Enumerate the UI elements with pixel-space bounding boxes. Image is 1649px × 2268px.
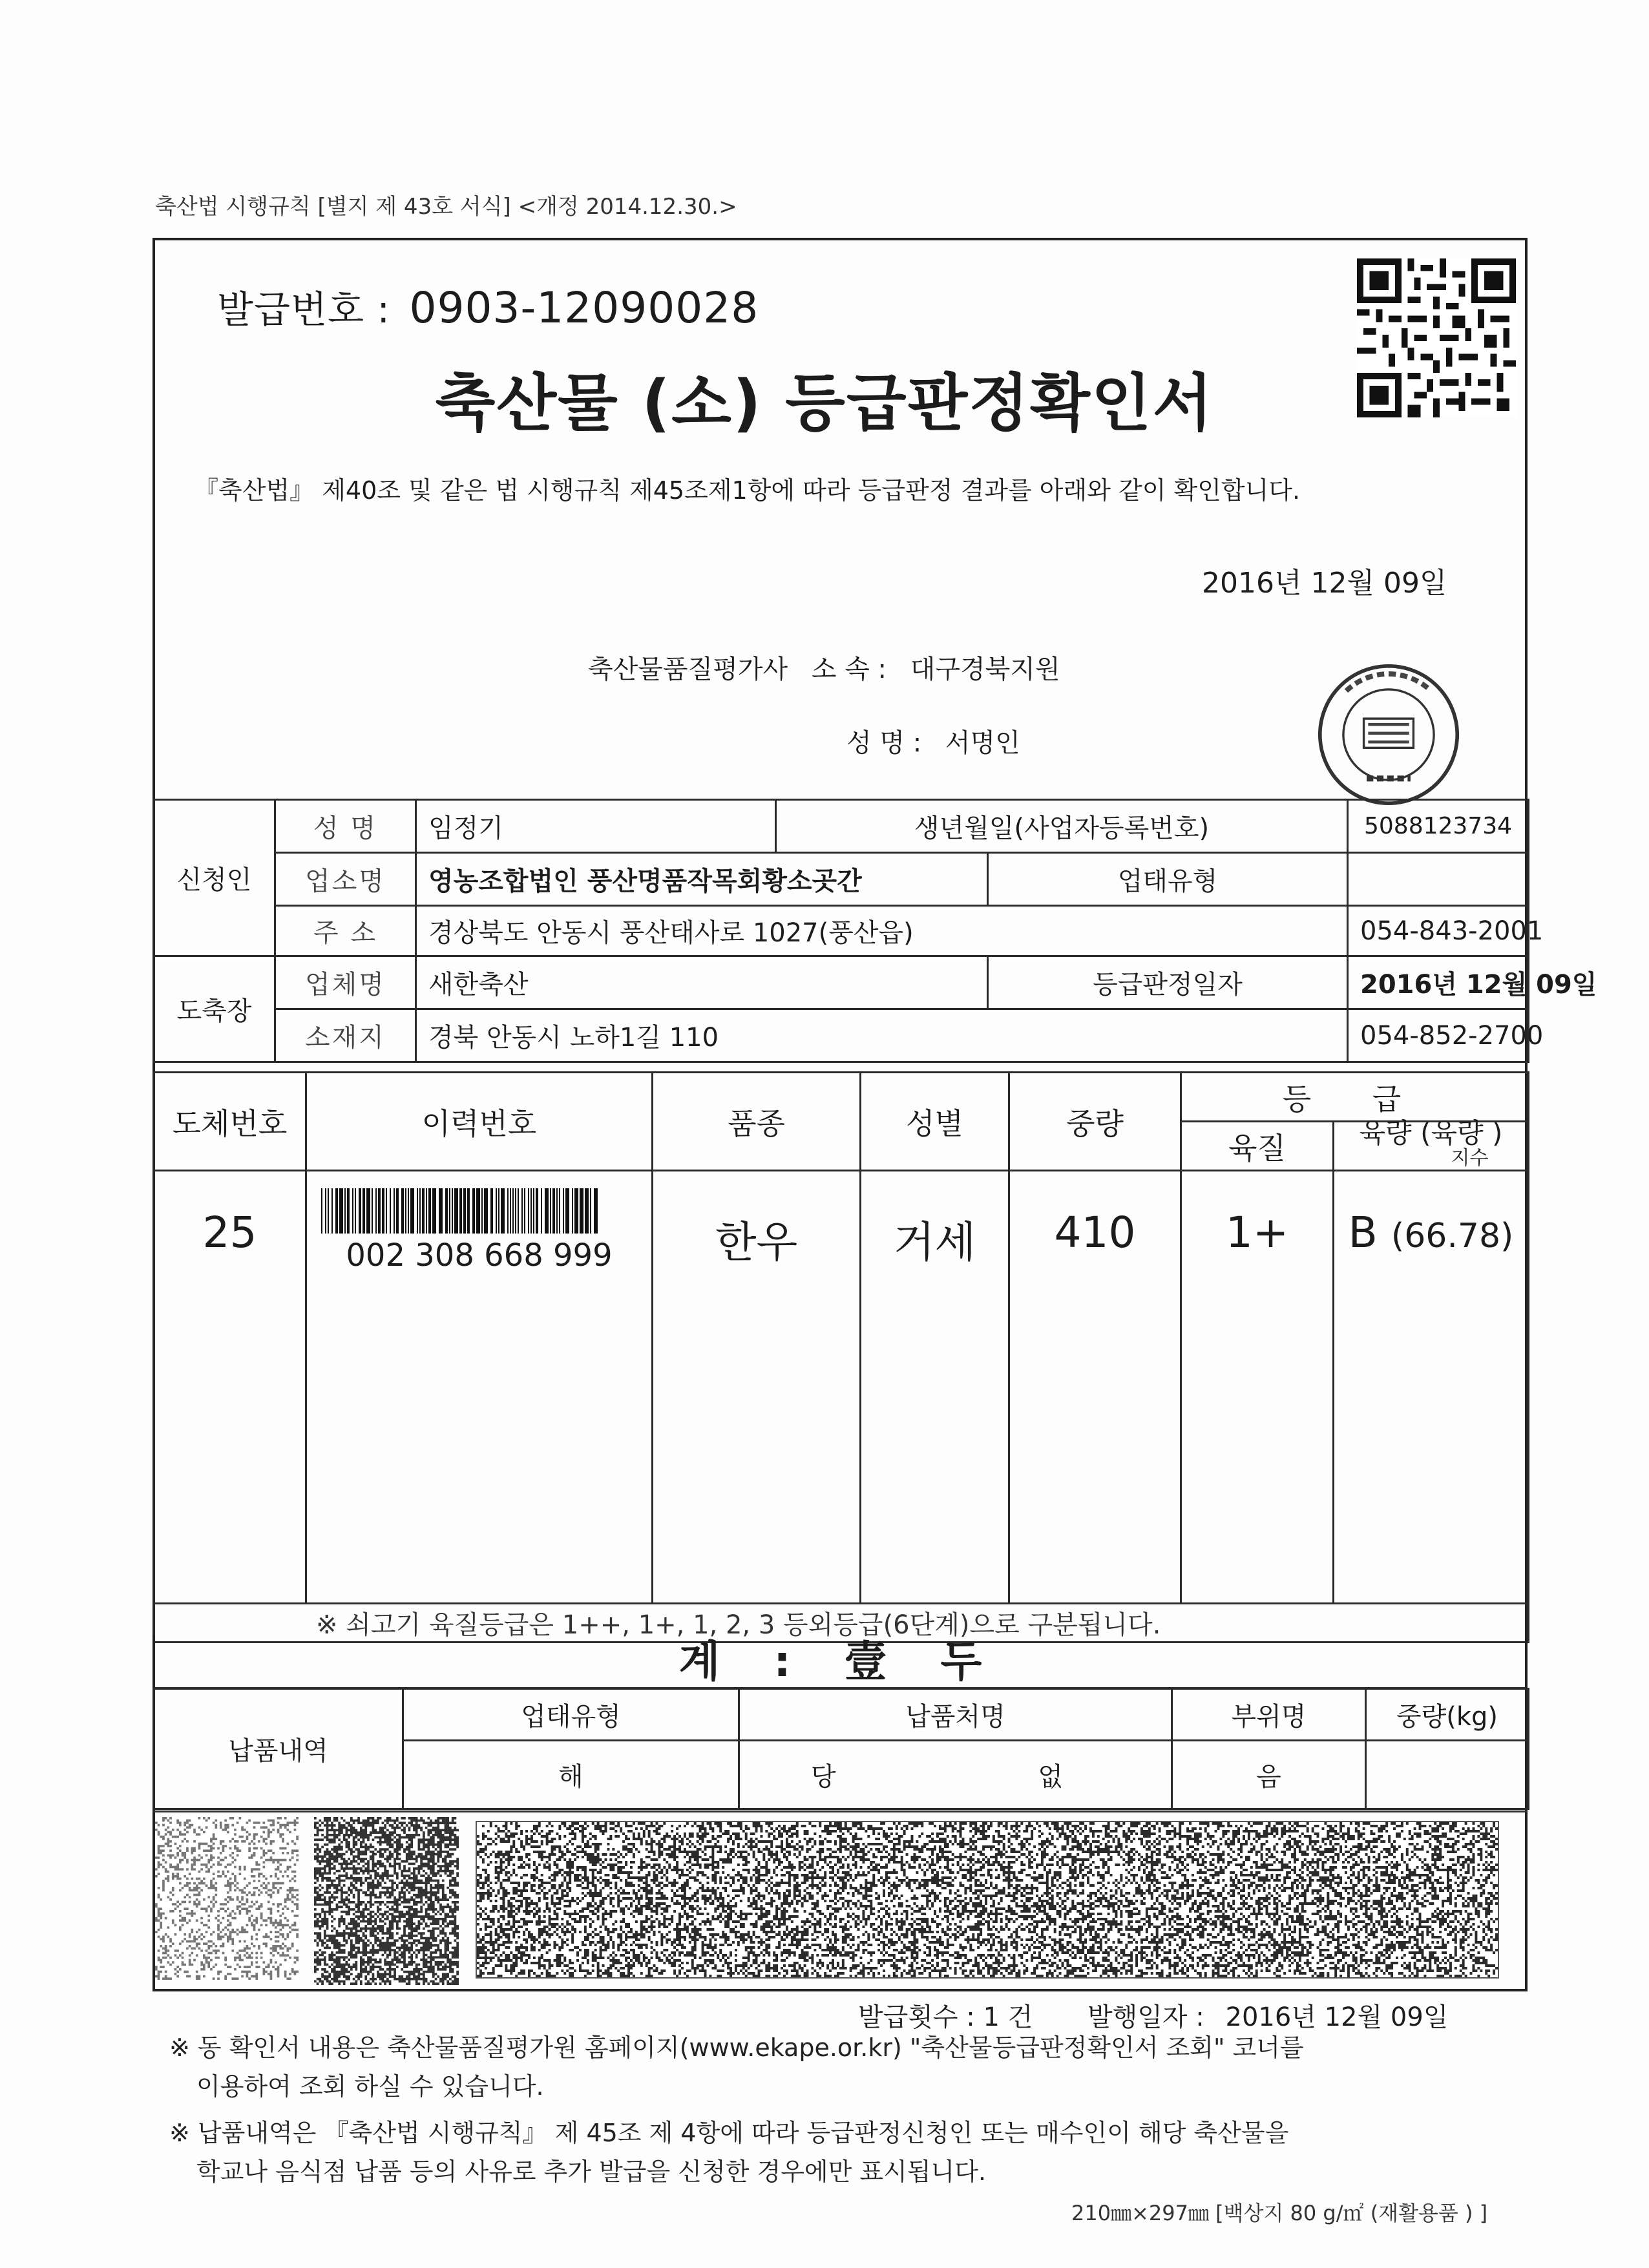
- publication-date: 2016년 12월 09일: [1225, 2002, 1449, 2032]
- delivery-header-recipient: 납품처명: [739, 1689, 1172, 1741]
- evaluator-name: [846, 722, 1020, 759]
- delivery-value-2: [739, 1741, 1172, 1809]
- applicant-address: 경상북도 안동시 풍산태사로 1027(풍산읍): [416, 906, 1348, 956]
- company-label: 업체명: [275, 956, 416, 1009]
- issue-count-line: [858, 1997, 1448, 2033]
- name-label: 성 명 :: [846, 728, 922, 758]
- total-count: 계 : 壹 두: [152, 1635, 1528, 1689]
- yield-index-top: 육량 ): [1431, 1117, 1503, 1149]
- location-label: 소재지: [275, 1009, 416, 1062]
- name-value: 서명인: [945, 728, 1020, 758]
- delivery-header-business-type: 업태유형: [403, 1689, 739, 1741]
- notice-line: ※ 납품내역은 『축산법 시행규칙』 제 45조 제 4항에 따라 등급판정신청인 또는 매수인이 해당 축산물을: [169, 2119, 1289, 2147]
- applicant-phone: 054-843-2001: [1348, 906, 1529, 956]
- slaughterhouse-location: 경북 안동시 노하1길 110: [416, 1009, 1348, 1062]
- grading-date-label: 등급판정일자: [988, 956, 1348, 1009]
- security-pattern-icon: [476, 1821, 1499, 1979]
- yield-index-bottom: 지수: [1451, 1147, 1489, 1170]
- applicant-name-label: 성 명: [275, 800, 416, 853]
- breed-cell: 한우: [653, 1171, 861, 1604]
- business-name-label: 업소명: [275, 853, 416, 906]
- business-name: 영농조합법인 풍산명품작목회황소곳간: [416, 853, 988, 906]
- evaluator-title: 축산물품질평가사: [588, 655, 788, 684]
- delivery-section-label: 납품내역: [154, 1689, 403, 1809]
- issue-count-label: 발급횟수 :: [858, 2002, 975, 2032]
- header-meat-yield: [1334, 1117, 1529, 1171]
- applicant-name: 임정기: [416, 800, 776, 853]
- birth-value: 5088123734: [1348, 800, 1529, 853]
- security-pattern-icon: [155, 1817, 299, 1980]
- header-breed: 품종: [653, 1073, 861, 1171]
- trace-no-cell: [306, 1171, 653, 1604]
- yield-index: (66.78): [1391, 1217, 1514, 1255]
- delivery-value-1: 해: [403, 1741, 739, 1809]
- meat-yield-label: 육량 (: [1359, 1117, 1431, 1149]
- header-weight: 중량: [1009, 1073, 1181, 1171]
- form-reference: 축산법 시행규칙 [별지 제 43호 서식] <개정 2014.12.30.>: [155, 194, 737, 220]
- grading-date: 2016년 12월 09일: [1348, 956, 1529, 1009]
- issue-number-label: 발급번호 :: [217, 288, 391, 331]
- yield-grade-cell: [1334, 1171, 1529, 1604]
- paper-spec: 210㎜×297㎜ [백상지 80 g/㎡ (재활용품 ) ]: [1071, 2201, 1488, 2225]
- publication-date-label: 발행일자 :: [1087, 2002, 1204, 2032]
- security-pattern-icon: [314, 1817, 459, 1985]
- trace-number: 002 308 668 999: [346, 1237, 613, 1274]
- applicant-section-label: 신청인: [154, 800, 275, 956]
- delivery-value-2a: 당: [811, 1762, 836, 1792]
- document-title: 축산물 (소) 등급판정확인서: [435, 367, 1214, 439]
- weight-cell: 410: [1009, 1171, 1181, 1604]
- grade-note: ※ 쇠고기 육질등급은 1++, 1+, 1, 2, 3 등외등급(6단계)으로 구분됩니다.: [154, 1604, 1529, 1643]
- slaughterhouse-section-label: 도축장: [154, 956, 275, 1062]
- business-type-label: 업태유형: [988, 853, 1348, 906]
- delivery-header-weight: 중량(kg): [1366, 1689, 1529, 1741]
- header-meat-quality: 육질: [1181, 1122, 1334, 1171]
- business-type-value: [1348, 853, 1529, 906]
- delivery-header-part: 부위명: [1172, 1689, 1366, 1741]
- delivery-value-5: [1366, 1741, 1529, 1809]
- evaluator-affiliation: [588, 649, 1060, 686]
- address-label: 주 소: [275, 906, 416, 956]
- issue-number: [217, 279, 759, 333]
- affiliation-value: 대구경북지원: [910, 655, 1060, 684]
- issue-number-value: 0903-12090028: [409, 283, 759, 333]
- delivery-value-4: 음: [1172, 1741, 1366, 1809]
- official-seal-icon: [1316, 662, 1462, 808]
- notice-line: 학교나 음식점 납품 등의 사유로 추가 발급을 신청한 경우에만 표시됩니다.: [196, 2158, 987, 2186]
- issue-count-value: 1 건: [983, 2002, 1033, 2032]
- carcass-no-cell: 25: [154, 1171, 306, 1604]
- header-carcass-no: 도체번호: [154, 1073, 306, 1171]
- birth-label: 생년월일(사업자등록번호): [776, 800, 1348, 853]
- quality-grade-cell: 1+: [1181, 1171, 1334, 1604]
- confirmation-statement: 『축산법』 제40조 및 같은 법 시행규칙 제45조제1항에 따라 등급판정 결과를 아래와 같이 확인합니다.: [194, 476, 1301, 505]
- slaughterhouse-company: 새한축산: [416, 956, 988, 1009]
- header-sex: 성별: [861, 1073, 1009, 1171]
- delivery-table: [152, 1688, 1529, 1810]
- applicant-slaughterhouse-table: [152, 799, 1597, 1063]
- grading-items-table: [152, 1071, 1529, 1643]
- notice-line: ※ 동 확인서 내용은 축산물품질평가원 홈페이지(www.ekape.or.kr) "축산물등급판정확인서 조회" 코너를: [169, 2033, 1304, 2062]
- header-grade: 등 급: [1181, 1073, 1529, 1122]
- affiliation-label: 소 속 :: [811, 655, 887, 684]
- header-trace-no: 이력번호: [306, 1073, 653, 1171]
- table-row: [154, 1171, 1529, 1604]
- slaughterhouse-phone: 054-852-2700: [1348, 1009, 1529, 1062]
- delivery-value-3: 없: [1038, 1762, 1063, 1792]
- barcode-icon: [319, 1188, 603, 1234]
- issue-date: 2016년 12월 09일: [1202, 567, 1447, 600]
- yield-grade: B: [1348, 1208, 1378, 1257]
- notice-line: 이용하여 조회 하실 수 있습니다.: [196, 2072, 544, 2101]
- sex-cell: 거세: [861, 1171, 1009, 1604]
